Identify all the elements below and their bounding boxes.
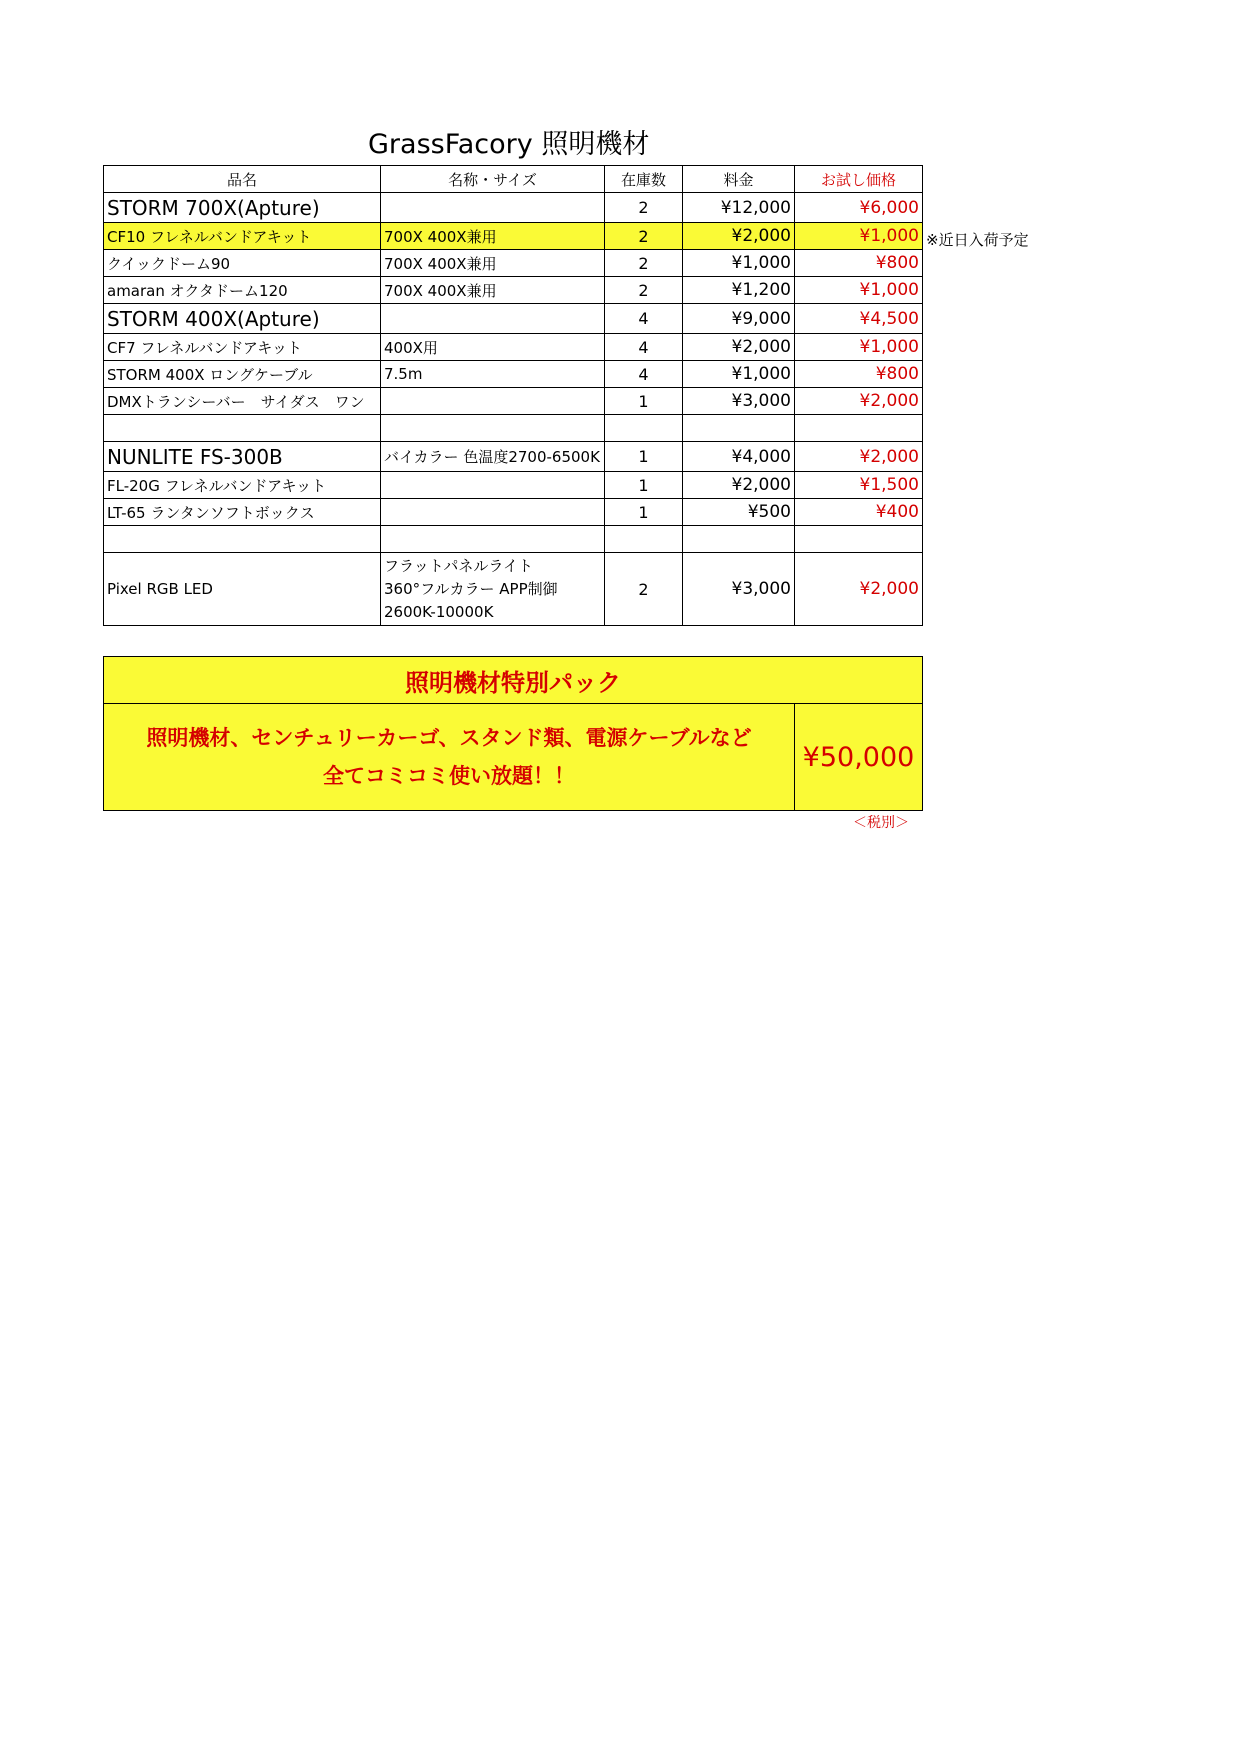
- item-spec: [381, 526, 605, 553]
- item-trial-price: ¥1,000: [795, 334, 923, 361]
- item-trial-price: ¥1,000: [795, 277, 923, 304]
- item-price: ¥12,000: [683, 193, 795, 223]
- item-spec: バイカラー 色温度2700-6500K: [381, 442, 605, 472]
- table-row: [104, 553, 923, 626]
- item-price: [683, 526, 795, 553]
- table-row-highlighted: [104, 223, 923, 250]
- page-title: GrassFacory 照明機材: [368, 129, 650, 160]
- item-name: STORM 400X ロングケーブル: [104, 361, 381, 388]
- pack-title: 照明機材特別パック: [104, 657, 923, 704]
- item-spec: [381, 472, 605, 499]
- item-stock: 2: [605, 193, 683, 223]
- item-name: STORM 700X(Apture): [104, 193, 381, 223]
- item-price: ¥3,000: [683, 388, 795, 415]
- item-trial-price: ¥2,000: [795, 553, 923, 626]
- item-name: [104, 415, 381, 442]
- item-price: ¥3,000: [683, 553, 795, 626]
- item-spec-line: 360°フルカラー APP制御: [384, 579, 558, 598]
- item-name: DMXトランシーバー サイダス ワン: [104, 388, 381, 415]
- item-price: ¥1,000: [683, 250, 795, 277]
- item-price: ¥1,200: [683, 277, 795, 304]
- item-price: [683, 415, 795, 442]
- pack-price: ¥50,000: [795, 704, 923, 811]
- table-row: [104, 277, 923, 304]
- header-trial-price: お試し価格: [795, 166, 923, 193]
- item-stock: 2: [605, 277, 683, 304]
- item-name: CF7 フレネルバンドアキット: [104, 334, 381, 361]
- item-name: STORM 400X(Apture): [104, 304, 381, 334]
- pack-description: [104, 704, 795, 811]
- item-name: Pixel RGB LED: [104, 553, 381, 626]
- item-spec: 700X 400X兼用: [381, 277, 605, 304]
- item-trial-price: ¥800: [795, 250, 923, 277]
- item-trial-price: ¥800: [795, 361, 923, 388]
- table-row: [104, 334, 923, 361]
- item-name: [104, 526, 381, 553]
- item-stock: 1: [605, 472, 683, 499]
- item-spec: [381, 415, 605, 442]
- item-stock: 1: [605, 442, 683, 472]
- item-spec: 700X 400X兼用: [381, 250, 605, 277]
- item-price: ¥2,000: [683, 334, 795, 361]
- item-price: ¥500: [683, 499, 795, 526]
- item-stock: [605, 415, 683, 442]
- item-name: amaran オクタドーム120: [104, 277, 381, 304]
- item-spec-line: 2600K-10000K: [384, 602, 494, 621]
- item-price: ¥9,000: [683, 304, 795, 334]
- item-stock: 4: [605, 304, 683, 334]
- item-trial-price: ¥4,500: [795, 304, 923, 334]
- item-stock: [605, 526, 683, 553]
- item-name: CF10 フレネルバンドアキット: [104, 223, 381, 250]
- special-pack-box: [103, 656, 923, 811]
- table-row: [104, 442, 923, 472]
- table-row-empty: [104, 415, 923, 442]
- item-trial-price: ¥400: [795, 499, 923, 526]
- table-row: [104, 499, 923, 526]
- table-row: [104, 250, 923, 277]
- item-stock: 1: [605, 388, 683, 415]
- item-stock: 2: [605, 250, 683, 277]
- item-stock: 1: [605, 499, 683, 526]
- tax-note: ＜税別＞: [853, 815, 909, 831]
- item-stock: 2: [605, 553, 683, 626]
- item-price: ¥4,000: [683, 442, 795, 472]
- item-spec: [381, 499, 605, 526]
- table-header-row: [104, 166, 923, 193]
- item-price: ¥2,000: [683, 472, 795, 499]
- item-name: クイックドーム90: [104, 250, 381, 277]
- item-stock: 4: [605, 334, 683, 361]
- table-row: [104, 361, 923, 388]
- item-spec: [381, 553, 605, 626]
- item-name: NUNLITE FS-300B: [104, 442, 381, 472]
- table-row-empty: [104, 526, 923, 553]
- table-row: [104, 304, 923, 334]
- item-spec: [381, 304, 605, 334]
- item-trial-price: ¥2,000: [795, 442, 923, 472]
- header-spec: 名称・サイズ: [381, 166, 605, 193]
- item-trial-price: ¥1,500: [795, 472, 923, 499]
- item-trial-price: [795, 415, 923, 442]
- table-row: [104, 193, 923, 223]
- table-row: [104, 472, 923, 499]
- pack-description-line: 照明機材、センチュリーカーゴ、スタンド類、電源ケーブルなど: [146, 726, 752, 750]
- item-stock: 4: [605, 361, 683, 388]
- item-name: FL-20G フレネルバンドアキット: [104, 472, 381, 499]
- item-price: ¥2,000: [683, 223, 795, 250]
- pack-description-line: 全てコミコミ使い放題！！: [323, 764, 575, 788]
- item-trial-price: ¥6,000: [795, 193, 923, 223]
- item-spec: [381, 388, 605, 415]
- header-stock: 在庫数: [605, 166, 683, 193]
- header-price: 料金: [683, 166, 795, 193]
- item-price: ¥1,000: [683, 361, 795, 388]
- header-name: 品名: [104, 166, 381, 193]
- item-spec-line: フラットパネルライト: [384, 556, 533, 575]
- item-trial-price: [795, 526, 923, 553]
- item-spec: 7.5m: [381, 361, 605, 388]
- item-stock: 2: [605, 223, 683, 250]
- item-name: LT-65 ランタンソフトボックス: [104, 499, 381, 526]
- table-row: [104, 388, 923, 415]
- item-trial-price: ¥1,000: [795, 223, 923, 250]
- item-trial-price: ¥2,000: [795, 388, 923, 415]
- item-spec: 700X 400X兼用: [381, 223, 605, 250]
- equipment-price-table: [103, 165, 923, 626]
- arrival-note: ※近日入荷予定: [926, 231, 1029, 249]
- item-spec: 400X用: [381, 334, 605, 361]
- item-spec: [381, 193, 605, 223]
